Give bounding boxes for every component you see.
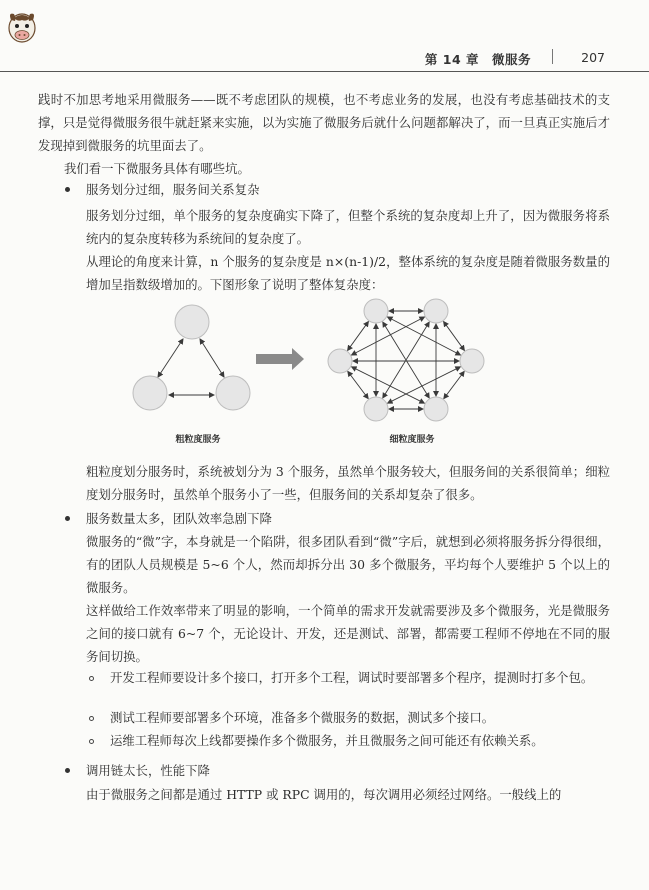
coarse-edge bbox=[200, 339, 224, 377]
sub-item-dev: 开发工程师要设计多个接口，打开多个工程，调试时要部署多个程序，提测时打多个包。 bbox=[110, 670, 594, 685]
paragraph-b1-3: 粗粒度划分服务时，系统被划分为 3 个服务，虽然单个服务较大，但服务间的关系很简单；细粒度划分服务时，虽然单个服务小了一些，但服务间的关系却复杂了很多。 bbox=[86, 464, 610, 502]
coarse-edge bbox=[158, 339, 183, 377]
sub-item-qa: 测试工程师要部署多个环境，准备多个微服务的数据，测试多个接口。 bbox=[110, 710, 495, 725]
caption-coarse: 粗粒度服务 bbox=[175, 435, 221, 445]
bullet-dot bbox=[65, 516, 70, 521]
paragraph-b3-1: 由于微服务之间都是通过 HTTP 或 RPC 调用的，每次调用必须经过网络。一般线上的 bbox=[86, 787, 562, 802]
fine-edge bbox=[388, 317, 461, 355]
paragraph-b1-1: 服务划分过细，单个服务的复杂度确实下降了，但整个系统的复杂度却上升了，因为微服务将系统内的复杂度转移为系统间的复杂度了。 bbox=[86, 208, 610, 246]
fine-service-node bbox=[364, 397, 388, 421]
chapter-title: 第 14 章 微服务 bbox=[424, 52, 531, 67]
coarse-service-node bbox=[133, 376, 167, 410]
bullet-title-1: 服务划分过细，服务间关系复杂 bbox=[86, 182, 260, 197]
page-header bbox=[0, 40, 649, 72]
sub-bullet-ring bbox=[89, 739, 94, 744]
sub-bullet-ring bbox=[89, 716, 94, 721]
paragraph-lead: 我们看一下微服务具体有哪些坑。 bbox=[64, 161, 250, 176]
fine-edge bbox=[348, 371, 368, 398]
fine-edge bbox=[352, 317, 425, 355]
bullet-title-3: 调用链太长，性能下降 bbox=[86, 763, 210, 778]
header-rule bbox=[0, 71, 649, 72]
granularity-figure bbox=[120, 296, 520, 456]
transform-arrow-icon bbox=[256, 348, 304, 370]
fine-edge bbox=[444, 371, 464, 398]
paragraph-b2-2: 这样做给工作效率带来了明显的影响，一个简单的需求开发就需要涉及多个微服务，光是微服务之间的接口就有 6~7 个，无论设计、开发，还是测试、部署，都需要工程师不停地在不同的服务间切换。 bbox=[86, 603, 610, 664]
coarse-service-node bbox=[216, 376, 250, 410]
fine-edge bbox=[444, 322, 465, 351]
fine-service-node bbox=[424, 397, 448, 421]
fine-edge bbox=[348, 322, 369, 351]
fine-service-node bbox=[424, 299, 448, 323]
sub-bullet-ring bbox=[89, 676, 94, 681]
bullet-dot bbox=[65, 187, 70, 192]
caption-fine: 细粒度服务 bbox=[389, 435, 435, 445]
sub-item-ops: 运维工程师每次上线都要操作多个微服务，并且微服务之间可能还有依赖关系。 bbox=[110, 733, 544, 748]
paragraph-intro: 践时不加思考地采用微服务——既不考虑团队的规模，也不考虑业务的发展，也没有考虑基础技术的支撑，只是觉得微服务很牛就赶紧来实施，以为实施了微服务后就什么问题都解决了，而一旦真正实施后才发现掉到微服务的坑里面去了。 bbox=[38, 92, 610, 153]
page-number: 207 bbox=[581, 50, 605, 65]
fine-diagram bbox=[328, 299, 484, 421]
paragraph-b2-1: 微服务的“微”字，本身就是一个陷阱，很多团队看到“微”字后，就想到必须将服务拆分得很细，有的团队人员规模是 5~6 个人，然而却拆分出 30 多个微服务，平均每个人要维护 5 个以上的微服务。 bbox=[86, 534, 610, 595]
coarse-service-node bbox=[175, 305, 209, 339]
bullet-dot bbox=[65, 768, 70, 773]
bullet-title-2: 服务数量太多，团队效率急剧下降 bbox=[86, 511, 272, 526]
coarse-diagram bbox=[133, 305, 250, 410]
fine-service-node bbox=[460, 349, 484, 373]
fine-service-node bbox=[364, 299, 388, 323]
header-separator bbox=[552, 49, 553, 64]
fine-service-node bbox=[328, 349, 352, 373]
paragraph-b1-2: 从理论的角度来计算，n 个服务的复杂度是 n×(n-1)/2，整体系统的复杂度是随着微服务数量的增加呈指数级增加的。下图形象了说明了整体复杂度： bbox=[86, 254, 610, 292]
